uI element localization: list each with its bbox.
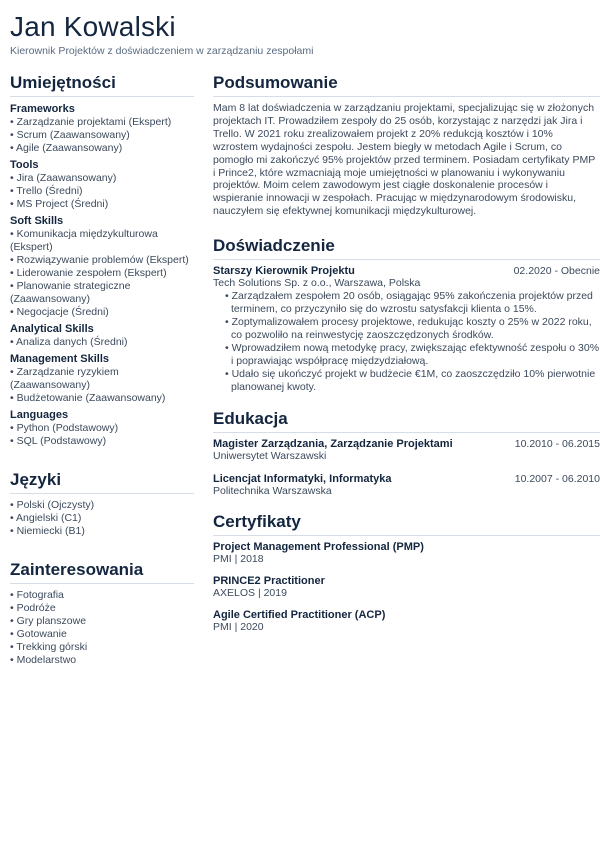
skill-item: • MS Project (Średni) [10, 198, 194, 211]
interest-item: • Gry planszowe [10, 615, 194, 628]
skill-group-title: Soft Skills [10, 215, 64, 227]
education-header [213, 473, 600, 485]
summary-text: Mam 8 lat doświadczenia w zarządzaniu projektami, specjalizując się w złożonych projektach IT. Prowadziłem zespoły do 25 osób, korzystając z narzędzi jak Jira i Trello. W 2021 roku zrealizowałem projekt z 20% redukcją kosztów i 10% wzrostem wydajności zespołu. Jestem biegły w metodach Agile i Scrum, co pomogło mi zakończyć 95% projektów przed terminem. Posiadam certyfikaty PMP i Prince2, które wzmacniają moje umiejętności w planowaniu i wykonywaniu projektów. Moim celem zawodowym jest ciągłe doskonalenie procesów i wspieranie innowacji w zespołach. Pracując w międzynarodowym środowisku, nauczyłem się efektywnej komunikacji międzykulturowej. [213, 102, 596, 218]
skill-item: • Negocjacje (Średni) [10, 306, 194, 319]
education-entry [213, 473, 600, 498]
skill-item: • Scrum (Zaawansowany) [10, 129, 194, 142]
education-dates: 10.2007 - 06.2010 [514, 473, 600, 486]
skill-item: • Rozwiązywanie problemów (Ekspert) [10, 254, 194, 267]
skill-list [10, 366, 194, 405]
skill-item: • Trello (Średni) [10, 185, 194, 198]
interests-title: Zainteresowania [10, 560, 194, 584]
education-entry [213, 438, 600, 463]
interest-item: • Gotowanie [10, 628, 194, 641]
certification-entry [213, 609, 600, 634]
skill-list [10, 228, 194, 319]
skill-group-title: Management Skills [10, 353, 110, 365]
certification-entry [213, 575, 600, 600]
summary-section [213, 73, 600, 218]
achievement-item: • Zoptymalizowałem procesy projektowe, redukując koszty o 25% w 2022 roku, co pozwoliło na reinwestycję zaoszczędzonych środków. [225, 316, 600, 342]
education-degree: Magister Zarządzania, Zarządzanie Projektami [213, 438, 453, 451]
interests-list [10, 589, 194, 667]
skill-item: • Budżetowanie (Zaawansowany) [10, 392, 194, 405]
job-header [213, 265, 600, 277]
skill-item: • Zarządzanie projektami (Ekspert) [10, 116, 194, 129]
interest-item: • Fotografia [10, 589, 194, 602]
interest-item: • Trekking górski [10, 641, 194, 654]
candidate-name: Jan Kowalski [10, 11, 176, 42]
education-list [213, 438, 600, 498]
certifications-title: Certyfikaty [213, 512, 600, 536]
interests-section [10, 560, 194, 667]
experience-list [213, 265, 600, 393]
skill-item: • Zarządzanie ryzykiem (Zaawansowany) [10, 366, 194, 392]
experience-section [213, 236, 600, 393]
certifications-section [213, 512, 600, 634]
skill-list [10, 116, 194, 155]
certification-meta: AXELOS | 2019 [213, 587, 287, 600]
education-title: Edukacja [213, 409, 600, 433]
skill-item: • Analiza danych (Średni) [10, 336, 194, 349]
certification-name: PRINCE2 Practitioner [213, 575, 325, 588]
interest-item: • Podróże [10, 602, 194, 615]
languages-title: Języki [10, 470, 194, 494]
right-column [213, 73, 600, 643]
job-entry [213, 265, 600, 393]
job-company: Tech Solutions Sp. z o.o., Warszawa, Polska [213, 277, 421, 290]
skill-item: • Jira (Zaawansowany) [10, 172, 194, 185]
skill-item: • Liderowanie zespołem (Ekspert) [10, 267, 194, 280]
education-header [213, 438, 600, 450]
skill-list [10, 172, 194, 211]
certification-name: Project Management Professional (PMP) [213, 541, 424, 554]
skill-item: • Python (Podstawowy) [10, 422, 194, 435]
certifications-list [213, 541, 600, 634]
skill-item: • Planowanie strategiczne (Zaawansowany) [10, 280, 194, 306]
skills-title: Umiejętności [10, 73, 194, 97]
languages-list [10, 499, 194, 538]
skills-section [10, 73, 194, 448]
skill-item: • Komunikacja międzykulturowa (Ekspert) [10, 228, 194, 254]
languages-section [10, 470, 194, 538]
achievement-item: • Zarządzałem zespołem 20 osób, osiągając 95% zakończenia projektów przed terminem, co przyczyniło się do wzrostu satysfakcji klienta o 15%. [225, 290, 600, 316]
achievement-item: • Udało się ukończyć projekt w budżecie €1M, co zaoszczędziło 10% pierwotnie planowanej kwoty. [225, 368, 600, 394]
candidate-tagline: Kierownik Projektów z doświadczeniem w zarządzaniu zespołami [10, 45, 314, 57]
skill-group-title: Analytical Skills [10, 323, 94, 335]
summary-title: Podsumowanie [213, 73, 600, 97]
left-column [10, 73, 194, 667]
interest-item: • Modelarstwo [10, 654, 194, 667]
language-item: • Polski (Ojczysty) [10, 499, 194, 512]
skills-groups [10, 102, 194, 448]
skill-group-title: Languages [10, 409, 69, 421]
education-degree: Licencjat Informatyki, Informatyka [213, 473, 392, 486]
job-dates: 02.2020 - Obecnie [513, 265, 600, 278]
certification-entry [213, 541, 600, 566]
language-item: • Angielski (C1) [10, 512, 194, 525]
education-school: Politechnika Warszawska [213, 485, 332, 498]
job-title: Starszy Kierownik Projektu [213, 265, 355, 278]
skill-item: • SQL (Podstawowy) [10, 435, 194, 448]
skill-list [10, 422, 194, 448]
skill-item: • Agile (Zaawansowany) [10, 142, 194, 155]
job-achievements [213, 290, 600, 393]
skill-list [10, 336, 194, 349]
certification-name: Agile Certified Practitioner (ACP) [213, 609, 386, 622]
education-school: Uniwersytet Warszawski [213, 450, 327, 463]
education-section [213, 409, 600, 498]
education-dates: 10.2010 - 06.2015 [514, 438, 600, 451]
skill-group-title: Tools [10, 159, 39, 171]
achievement-item: • Wprowadziłem nową metodykę pracy, zwiększając efektywność zespołu o 30% i poprawiając współpracę międzydziałową. [225, 342, 600, 368]
experience-title: Doświadczenie [213, 236, 600, 260]
certification-meta: PMI | 2018 [213, 553, 264, 566]
skill-group-title: Frameworks [10, 103, 75, 115]
certification-meta: PMI | 2020 [213, 621, 264, 634]
language-item: • Niemiecki (B1) [10, 525, 194, 538]
